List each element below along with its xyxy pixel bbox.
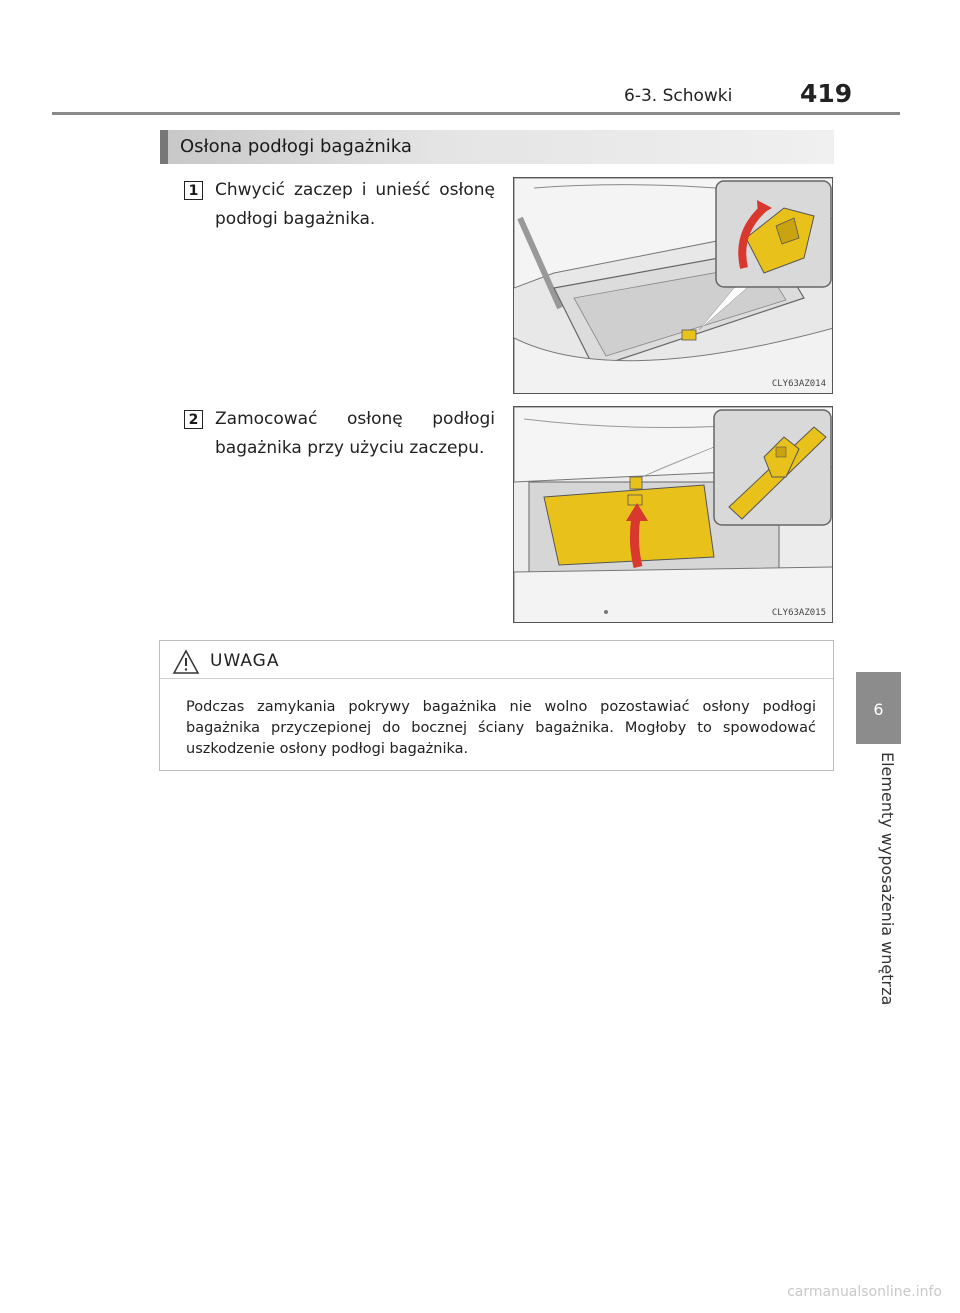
trunk-attach-cover-image — [514, 407, 833, 623]
warning-triangle-icon — [172, 649, 200, 675]
step-1-image-code: CLY63AZ014 — [771, 379, 826, 389]
chapter-number: 6 — [873, 700, 884, 719]
step-2-image-code: CLY63AZ015 — [771, 608, 826, 618]
page-number: 419 — [800, 79, 853, 108]
chapter-tab — [856, 672, 901, 744]
step-1-text: Chwycić zaczep i unieść osłonę podłogi bagażnika. — [215, 180, 495, 229]
step-2-illustration — [513, 406, 833, 623]
warning-divider — [160, 678, 833, 679]
step-1-illustration — [513, 177, 833, 394]
warning-text: Podczas zamykania pokrywy bagażnika nie wolno pozostawiać osłony podłogi bagażnika przyczepionej do bocznej ściany bagażnika. Mogłoby to spowodować uszkodzenie osłony podłogi bagażnika. — [186, 699, 816, 757]
header-section-title: 6-3. Schowki — [624, 86, 733, 106]
watermark: carmanualsonline.info — [787, 1284, 942, 1300]
section-heading-bar — [160, 130, 834, 164]
warning-title: UWAGA — [210, 651, 280, 671]
step-2-badge: 2 — [184, 410, 203, 429]
trunk-open-lift-cover-image — [514, 178, 833, 394]
step-2-text: Zamocować osłonę podłogi bagażnika przy użyciu zaczepu. — [215, 409, 495, 458]
chapter-title: Elementy wyposażenia wnętrza — [878, 752, 897, 1006]
section-title: Osłona podłogi bagażnika — [180, 136, 412, 157]
step-1-badge: 1 — [184, 181, 203, 200]
warning-box — [159, 640, 834, 771]
header-divider — [52, 112, 900, 115]
